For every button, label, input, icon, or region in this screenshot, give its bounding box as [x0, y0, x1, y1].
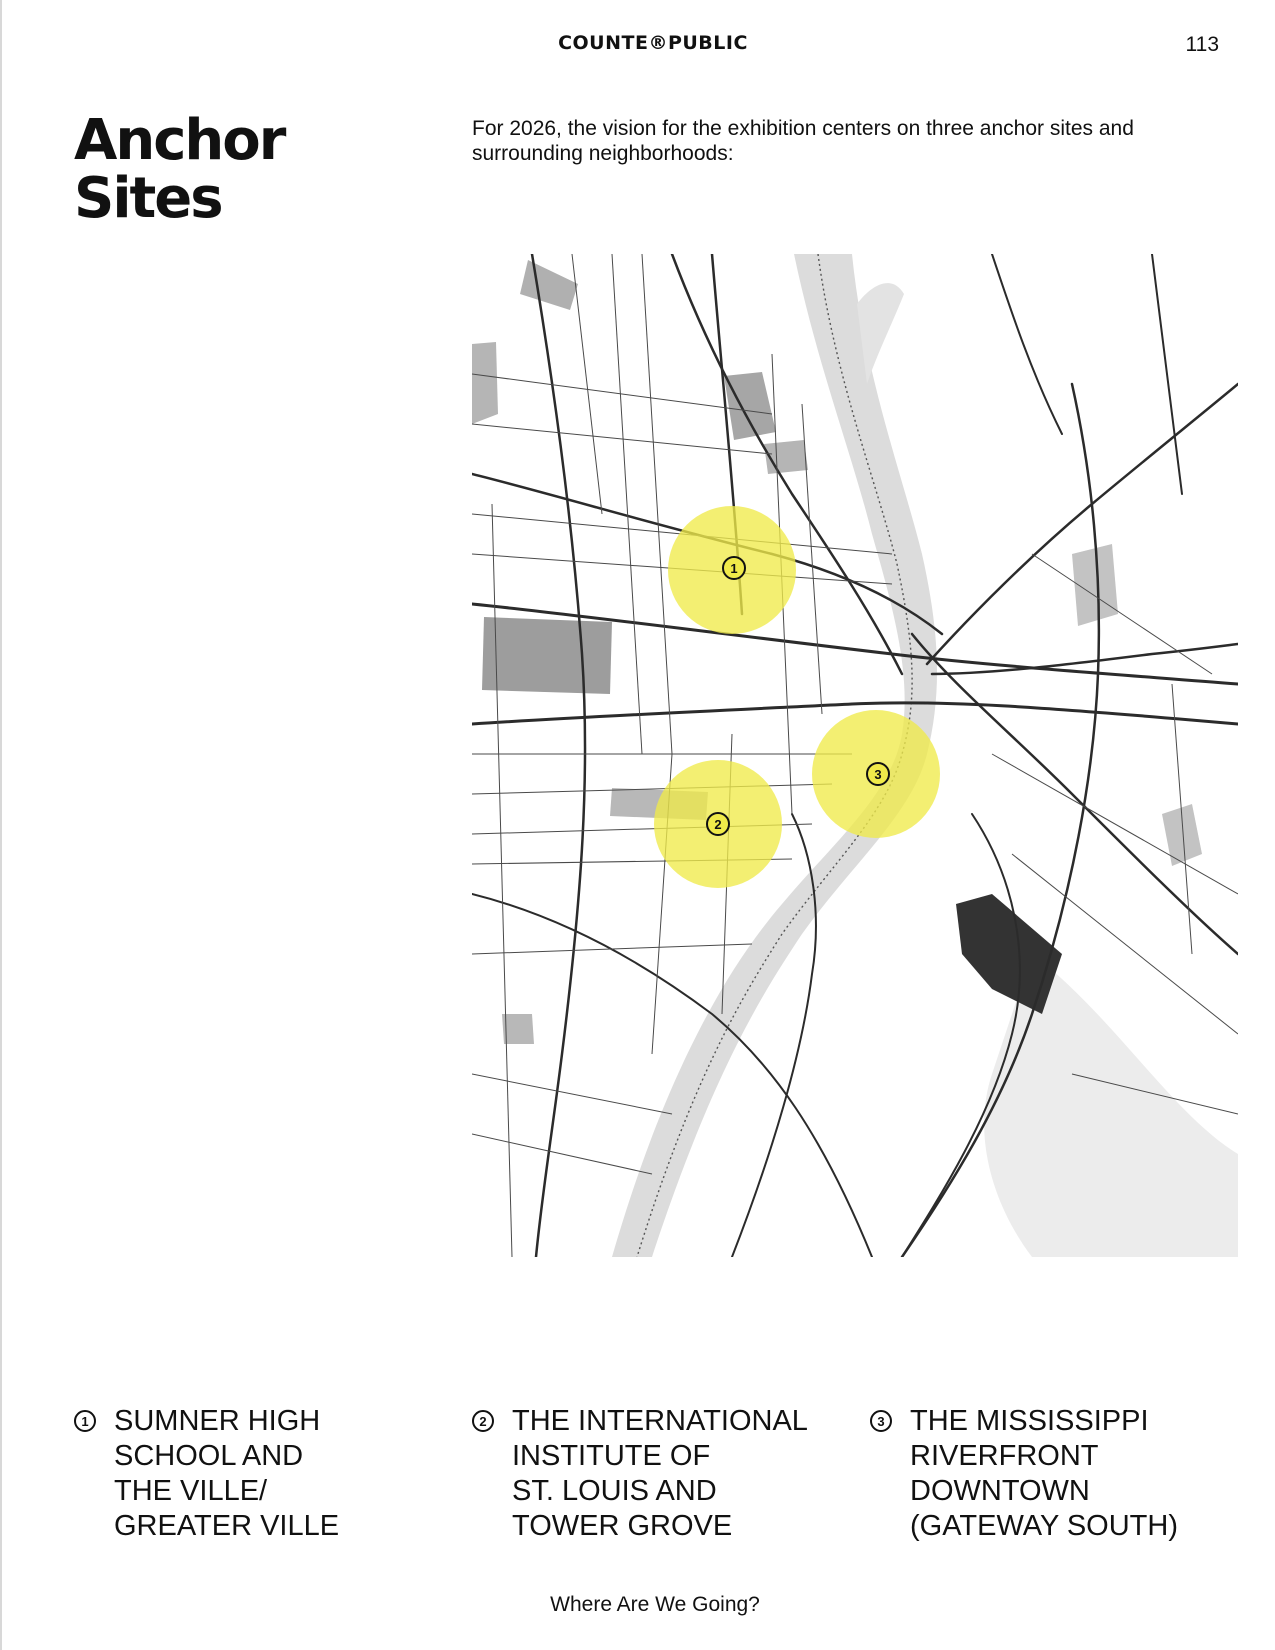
park-north [724, 372, 776, 440]
site-1-number: 1 [74, 1410, 96, 1432]
site-3-marker [867, 763, 889, 785]
site-1-marker-label: 1 [730, 561, 738, 576]
page-edge-rule [0, 0, 2, 1650]
map-svg [472, 254, 1238, 1257]
park-west [472, 342, 498, 424]
site-2-number: 2 [472, 1410, 494, 1432]
park-northwest [520, 260, 578, 310]
forest-park [482, 617, 612, 694]
site-item-3 [870, 1404, 1220, 1544]
site-3-number: 3 [870, 1410, 892, 1432]
page-number: 113 [1185, 33, 1219, 56]
park-south [502, 1014, 534, 1044]
page-title-text: Anchor Sites [74, 108, 285, 231]
page-footer: Where Are We Going? [550, 1593, 760, 1616]
site-item-1 [74, 1404, 424, 1544]
intro-paragraph: For 2026, the vision for the exhibition centers on three anchor sites and surrounding neighborhoods: [472, 117, 1134, 165]
site-2-label: THE INTERNATIONAL INSTITUTE OF ST. LOUIS AND TOWER GROVE [512, 1405, 808, 1542]
site-3-marker-label: 3 [874, 767, 882, 782]
site-1-label: SUMNER HIGH SCHOOL AND THE VILLE/ GREATER VILLE [114, 1405, 340, 1542]
site-1-marker [723, 557, 745, 579]
site-3-label: THE MISSISSIPPI RIVERFRONT DOWNTOWN (GATEWAY SOUTH) [910, 1405, 1178, 1542]
site-2-marker-label: 2 [714, 817, 722, 832]
site-item-2 [472, 1404, 822, 1544]
city-map [472, 254, 1238, 1257]
site-2-marker [707, 813, 729, 835]
page-title [74, 108, 285, 231]
industrial-east [956, 894, 1062, 1014]
publication-logo: COUNTE®PUBLIC [558, 32, 748, 54]
